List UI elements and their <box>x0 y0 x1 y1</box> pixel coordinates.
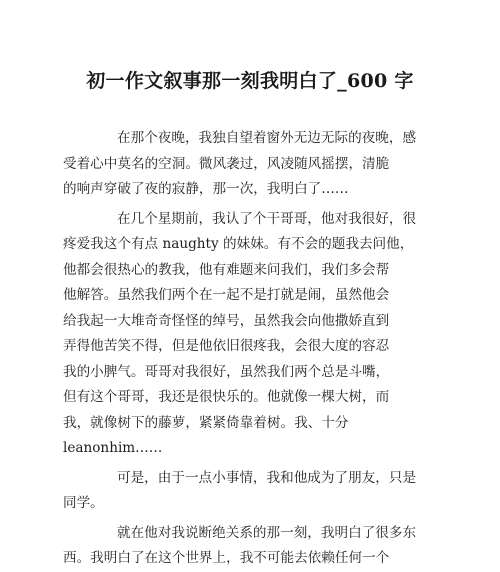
paragraph-1 <box>63 126 418 203</box>
paragraph-4 <box>63 521 418 572</box>
paragraph-line: 他解答。虽然我们两个在一起不是打就是闹，虽然他会 <box>63 287 390 303</box>
paragraph-line: 我，就像树下的藤萝，紧紧倚靠着树。我、十分 <box>63 414 349 431</box>
paragraph-line: leanonhim…… <box>63 440 163 456</box>
paragraph-line: 给我起一大堆奇奇怪怪的绰号，虽然我会向他撒娇直到 <box>63 312 390 329</box>
paragraph-line: 在那个夜晚，我独自望着窗外无边无际的夜晚，感 <box>117 130 417 146</box>
paragraph-line: 就在他对我说断绝关系的那一刻，我明白了很多东 <box>117 524 417 541</box>
paragraph-line: 弄得他苦笑不得，但是他依旧很疼我，会很大度的容忍 <box>63 338 390 354</box>
paragraph-line: 受着心中莫名的空洞。微风袭过，风凌随风摇摆，清脆 <box>63 155 390 172</box>
document-title: 初一作文叙事那一刻我明白了_600 字 <box>86 70 414 92</box>
paragraph-line: 在几个星期前，我认了个干哥哥，他对我很好，很 <box>117 210 417 227</box>
paragraph-line: 我的小脾气。哥哥对我很好，虽然我们两个总是斗嘴， <box>63 363 390 380</box>
paragraph-line: 西。我明白了在这个世界上，我不可能去依赖任何一个 <box>63 550 390 566</box>
paragraph-line: 但有这个哥哥，我还是很快乐的。他就像一棵大树，而 <box>63 389 390 405</box>
document-body <box>63 126 418 572</box>
paragraph-2 <box>63 207 418 462</box>
paragraph-line: 同学。 <box>63 495 104 511</box>
paragraph-line: 可是，由于一点小事情，我和他成为了朋友，只是 <box>117 469 417 486</box>
paragraph-3 <box>63 466 418 517</box>
paragraph-line: 他都会很热心的教我，他有难题来问我们，我们多会帮 <box>63 261 390 278</box>
paragraph-line: 的响声穿破了夜的寂静，那一次，我明白了…… <box>63 181 349 197</box>
paragraph-line: 疼爱我这个有点 naughty 的妹妹。有不会的题我去问他， <box>63 236 414 252</box>
